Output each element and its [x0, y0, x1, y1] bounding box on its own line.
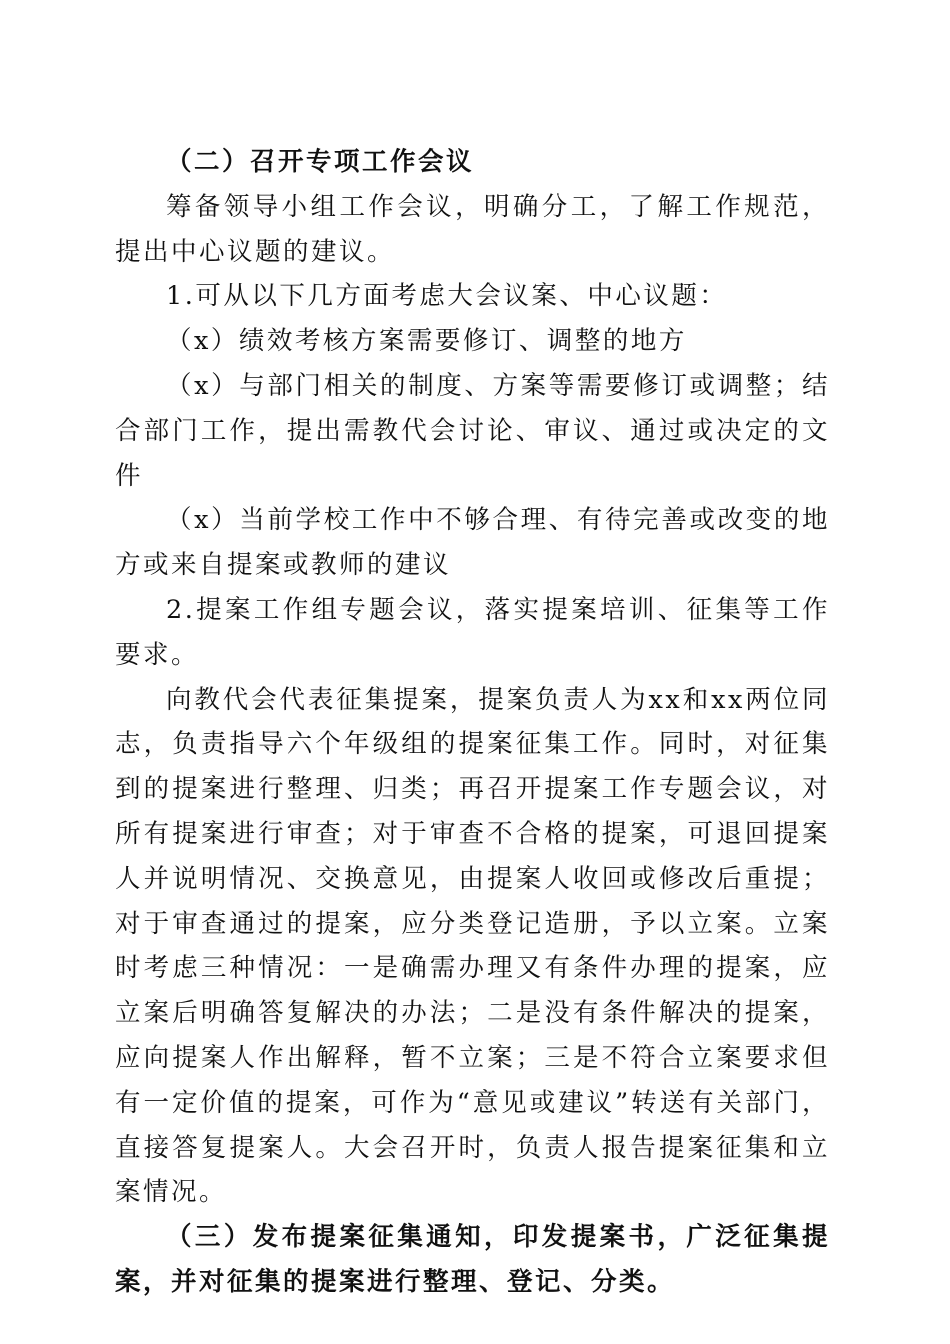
section-heading-3: （三）发布提案征集通知，印发提案书，广泛征集提案，并对征集的提案进行整理、登记、分类。 [115, 1222, 830, 1297]
sub-item-school-work: （x）当前学校工作中不够合理、有待完善或改变的地方或来自提案或教师的建议 [115, 505, 830, 581]
list-item-2: 2.提案工作组专题会议，落实提案培训、征集等工作要求。 [115, 594, 830, 670]
section-heading-2: （二）召开专项工作会议 [166, 147, 475, 177]
sub-item-department-rules: （x）与部门相关的制度、方案等需要修订或调整；结合部门工作，提出需教代会讨论、审议、通过或决定的文件 [115, 370, 830, 491]
list-item-1: 1.可从以下几方面考虑大会议案、中心议题： [166, 281, 728, 312]
sub-item-performance: （x）绩效考核方案需要修订、调整的地方 [166, 326, 687, 357]
paragraph-proposal-collection: 向教代会代表征集提案，提案负责人为xx和xx两位同志，负责指导六个年级组的提案征集工作。同时，对征集到的提案进行整理、归类；再召开提案工作专题会议，对所有提案进行审查；对于审查不合格的提案，可退回提案人并说明情况、交换意见，由提案人收回或修改后重提；对于审查通过的提案，应分类登记造册，予以立案。立案时考虑三种情况：一是确需办理又有条件办理的提案，应立案后明确答复解决的办法；二是没有条件解决的提案，应向提案人作出解释，暂不立案；三是不符合立案要求但有一定价值的提案，可作为“意见或建议”转送有关部门，直接答复提案人。大会召开时，负责人报告提案征集和立案情况。 [115, 684, 830, 1208]
document-page [115, 140, 830, 1305]
paragraph-preparation: 筹备领导小组工作会议，明确分工，了解工作规范，提出中心议题的建议。 [115, 191, 830, 267]
